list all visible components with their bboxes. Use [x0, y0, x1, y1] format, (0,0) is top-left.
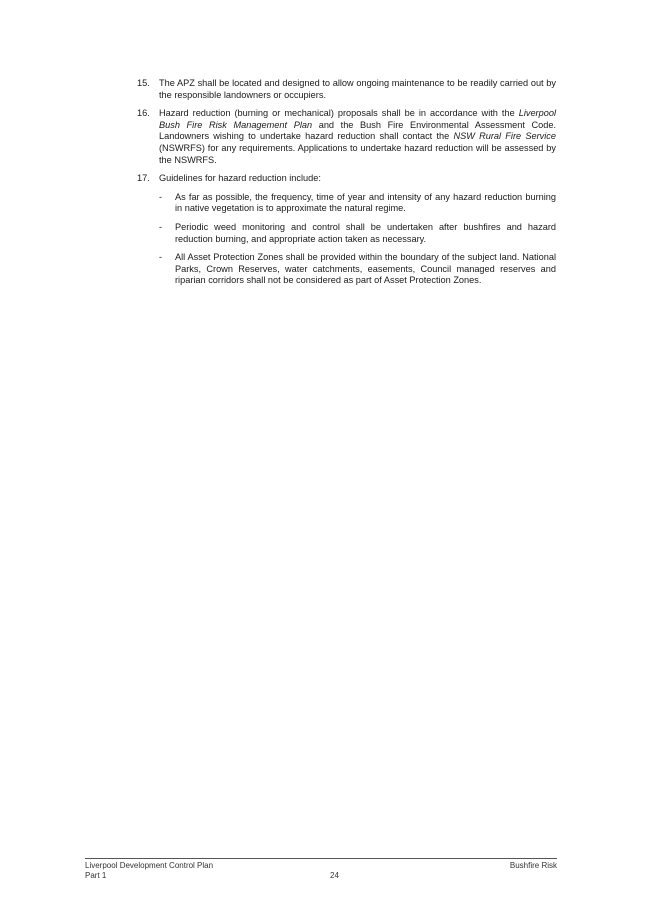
- page-footer: [85, 858, 557, 880]
- bullet-marker: -: [159, 191, 163, 202]
- guidelines-list: [137, 192, 556, 287]
- clause-text: Guidelines for hazard reduction include:: [159, 173, 321, 184]
- clause-number: 17.: [137, 173, 150, 184]
- list-item: [137, 222, 556, 245]
- clause-text: The APZ shall be located and designed to allow ongoing maintenance to be readily carried out by the responsible landowners or occupiers.: [159, 78, 556, 100]
- clause-number: 15.: [137, 78, 150, 88]
- clause-17: [137, 173, 556, 185]
- clause-16: [137, 108, 556, 166]
- service-name: NSW Rural Fire Service: [453, 131, 556, 142]
- page-number: 24: [330, 871, 339, 880]
- footer-document-title: Liverpool Development Control Plan: [85, 861, 214, 870]
- plan-name: Liverpool Bush Fire Risk Management Plan: [159, 108, 556, 130]
- clause-text-part-1: Hazard reduction (burning or mechanical) proposals shall be in accordance with the: [159, 108, 519, 119]
- list-item-text: Periodic weed monitoring and control shall be undertaken after bushfires and hazard reduction burning, and appropriate action taken as necessary.: [175, 221, 556, 244]
- clause-15: [137, 78, 556, 101]
- page-body: [137, 78, 556, 294]
- list-item-text: As far as possible, the frequency, time of year and intensity of any hazard reduction burning in native vegetation is to approximate the natural regime.: [175, 191, 556, 214]
- list-item: [137, 192, 556, 215]
- clause-text-part-2: and the Bush Fire Environmental Assessment Code. Landowners wishing to undertake hazard reduction shall contact the: [159, 119, 556, 142]
- clause-text-part-3: (NSWRFS) for any requirements. Applications to undertake hazard reduction will be assessed by the NSWRFS.: [159, 142, 556, 165]
- list-item: [137, 252, 556, 287]
- list-item-text: All Asset Protection Zones shall be provided within the boundary of the subject land. National Parks, Crown Reserves, water catchments, easements, Council managed reserves and riparian corridors shall not be considered as part of Asset Protection Zones.: [175, 252, 556, 286]
- footer-part: Part 1: [85, 871, 107, 880]
- bullet-marker: -: [159, 221, 163, 232]
- footer-section-title: Bushfire Risk: [509, 861, 557, 870]
- bullet-marker: -: [159, 252, 163, 263]
- clause-number: 16.: [137, 108, 150, 119]
